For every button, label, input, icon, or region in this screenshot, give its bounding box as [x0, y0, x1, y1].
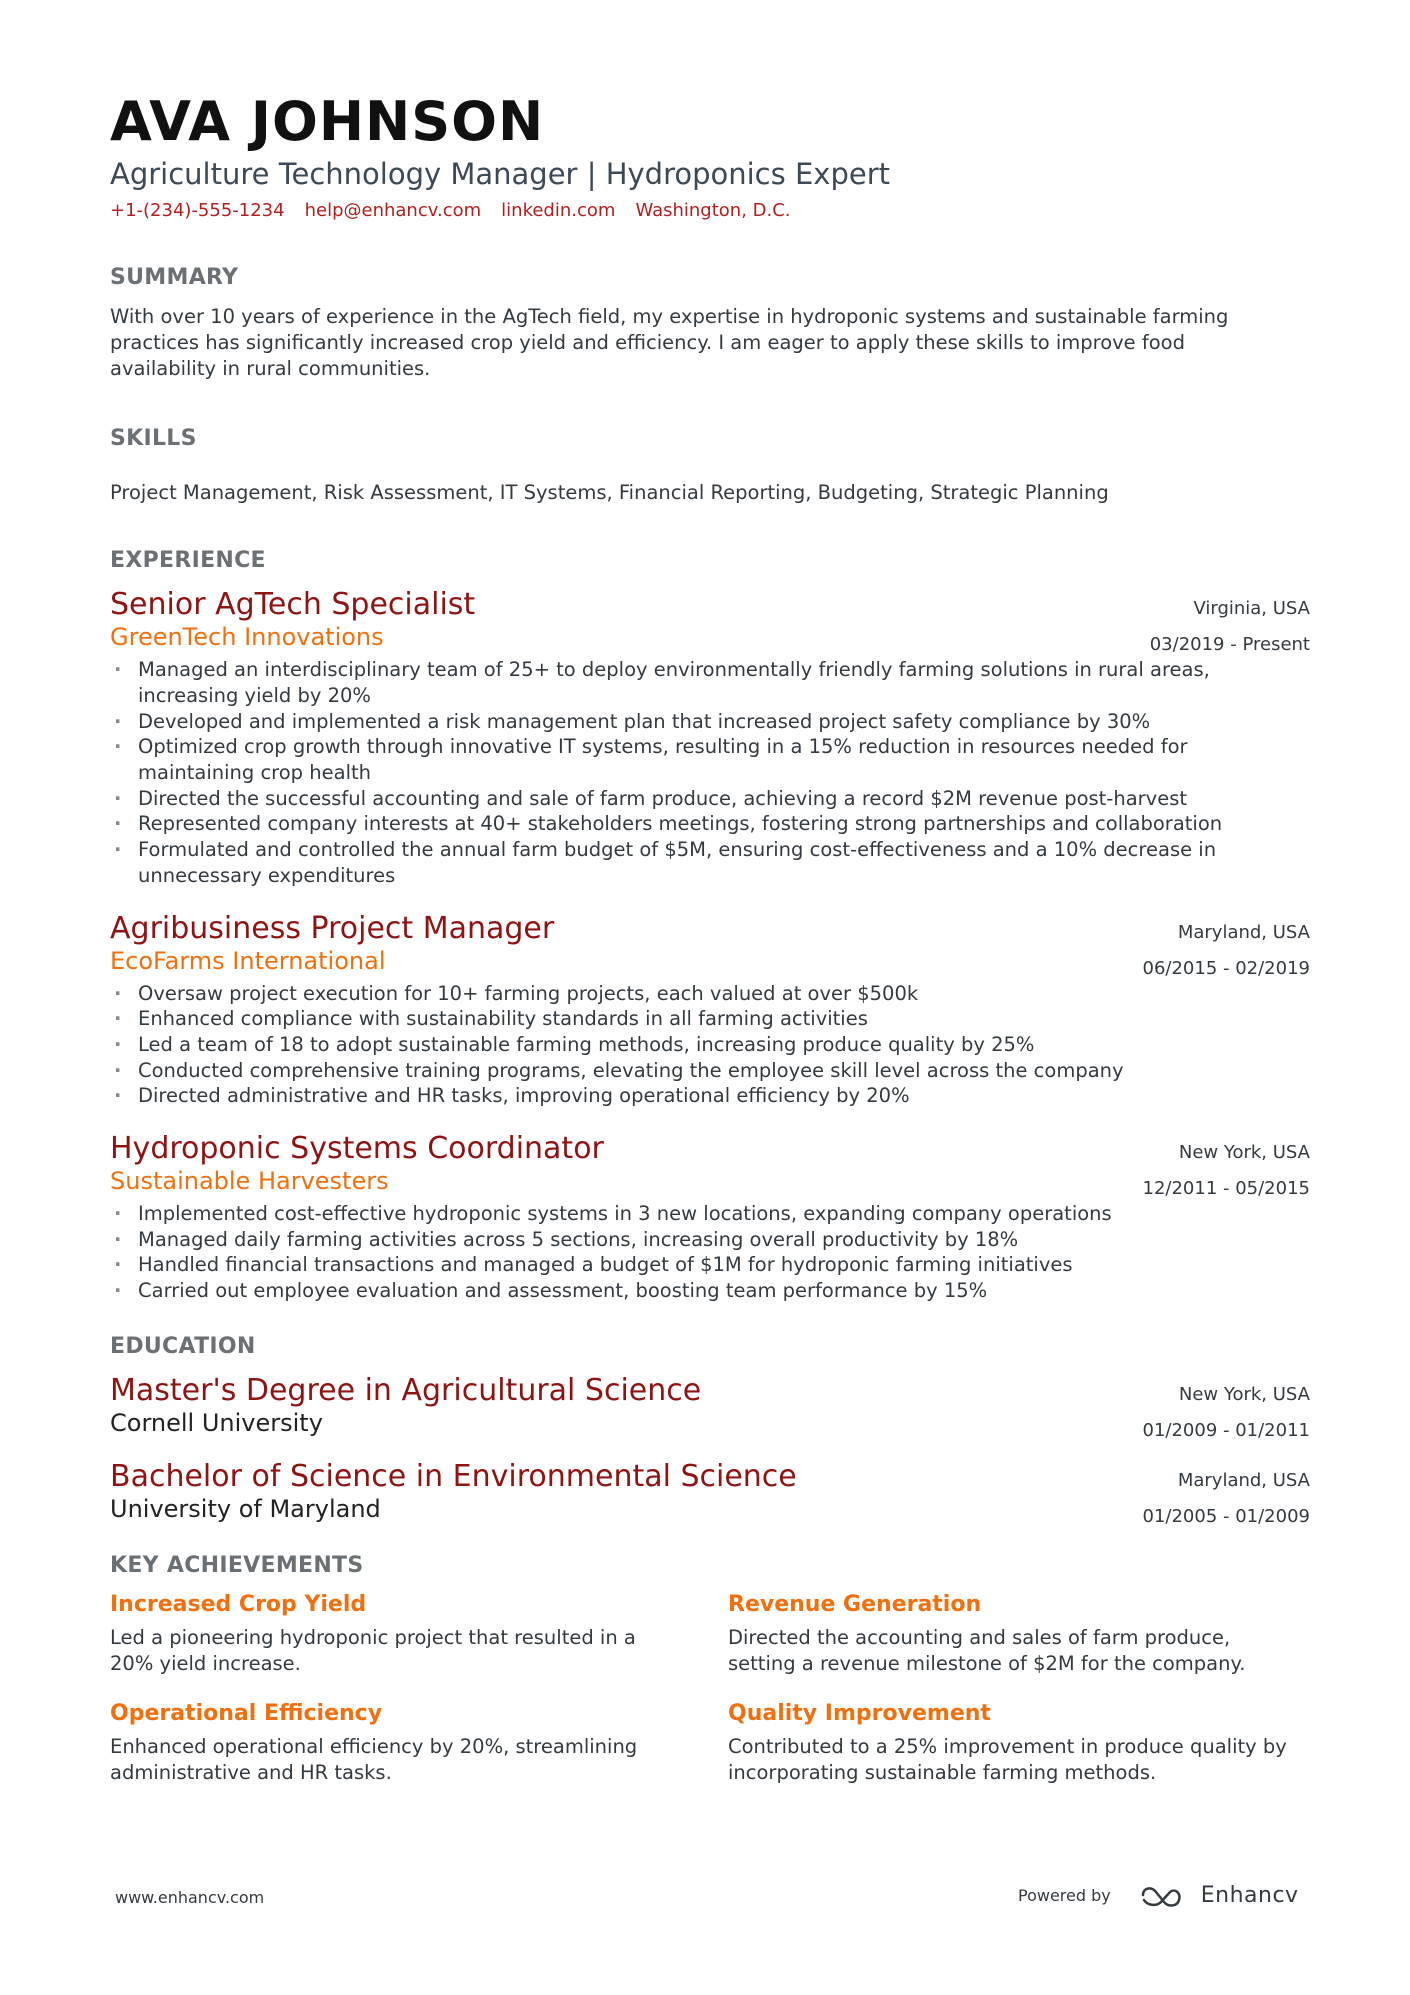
experience-entry — [110, 587, 1310, 888]
resume-page — [110, 92, 1310, 1786]
experience-entry — [110, 1131, 1310, 1304]
job-title: Senior AgTech Specialist — [110, 587, 476, 623]
bullet-item: · Conducted comprehensive training programs, elevating the employee skill level across the company — [110, 1058, 1290, 1084]
job-bullets — [110, 657, 1310, 888]
achievement-title: Increased Crop Yield — [110, 1591, 367, 1617]
bullet-item: · Led a team of 18 to adopt sustainable farming methods, increasing produce quality by 25% — [110, 1032, 1290, 1058]
achievement-desc: Led a pioneering hydroponic project that resulted in a 20% yield increase. — [110, 1625, 636, 1675]
achievement-desc: Enhanced operational efficiency by 20%, streamlining administrative and HR tasks. — [110, 1734, 638, 1784]
summary-text: With over 10 years of experience in the AgTech field, my expertise in hydroponic systems and sustainable farming practices has significantly increased crop yield and efficiency. I am eager to apply these skills to improve food availability in rural communities. — [110, 305, 1229, 381]
bullet-item: · Optimized crop growth through innovative IT systems, resulting in a 15% reduction in resources needed for maintaining crop health — [110, 734, 1290, 785]
company-name: GreenTech Innovations — [110, 623, 384, 652]
bullet-item: · Formulated and controlled the annual farm budget of $5M, ensuring cost-effectiveness and a 10% decrease in unnecessary expenditures — [110, 837, 1290, 888]
bullet-item: · Enhanced compliance with sustainability standards in all farming activities — [110, 1006, 1290, 1032]
school-name: Cornell University — [110, 1408, 323, 1437]
job-dates: 06/2015 - 02/2019 — [1142, 957, 1310, 979]
powered-by-label: Powered by — [1018, 1885, 1111, 1905]
achievement-title: Revenue Generation — [728, 1591, 982, 1617]
skills-text: Project Management, Risk Assessment, IT Systems, Financial Reporting, Budgeting, Strategic Planning — [110, 481, 1109, 505]
enhancv-logo-icon — [1139, 1880, 1189, 1910]
contact-email[interactable]: help@enhancv.com — [304, 200, 482, 222]
contact-linkedin[interactable]: linkedin.com — [501, 200, 616, 222]
job-meta — [1150, 591, 1310, 663]
degree-title: Bachelor of Science in Environmental Science — [110, 1458, 797, 1494]
school-name: University of Maryland — [110, 1494, 381, 1523]
job-location: Maryland, USA — [1177, 921, 1310, 943]
achievement-item — [110, 1592, 728, 1677]
achievement-item — [728, 1701, 1308, 1786]
job-bullets — [110, 1201, 1310, 1304]
education-location: New York, USA — [1178, 1383, 1310, 1405]
bullet-item: · Oversaw project execution for 10+ farming projects, each valued at over $500k — [110, 981, 1290, 1007]
education-meta — [1143, 1377, 1311, 1449]
company-name: EcoFarms International — [110, 946, 386, 975]
education-entry — [110, 1372, 1310, 1441]
education-entry — [110, 1458, 1310, 1527]
degree-title: Master's Degree in Agricultural Science — [110, 1372, 702, 1408]
section-title-education: EDUCATION — [110, 1333, 256, 1359]
resume-header — [110, 92, 1310, 221]
brand-name[interactable]: Enhancv — [1200, 1882, 1299, 1908]
section-title-skills: SKILLS — [110, 426, 197, 452]
summary-section — [110, 265, 1310, 382]
achievement-desc: Contributed to a 25% improvement in produce quality by incorporating sustainable farming methods. — [728, 1734, 1287, 1784]
achievement-desc: Directed the accounting and sales of farm produce, setting a revenue milestone of $2M for the company. — [728, 1625, 1246, 1675]
company-name: Sustainable Harvesters — [110, 1167, 389, 1196]
education-section — [110, 1333, 1310, 1527]
education-dates: 01/2009 - 01/2011 — [1142, 1419, 1310, 1441]
education-meta — [1143, 1463, 1311, 1535]
experience-entry — [110, 911, 1310, 1110]
job-title: Agribusiness Project Manager — [110, 910, 555, 946]
bullet-item: · Developed and implemented a risk management plan that increased project safety compliance by 30% — [110, 709, 1290, 735]
contact-phone[interactable]: +1-(234)-555-1234 — [110, 200, 285, 222]
achievement-title: Operational Efficiency — [110, 1700, 383, 1726]
education-location: Maryland, USA — [1177, 1469, 1310, 1491]
footer-branding — [1018, 1880, 1299, 1910]
education-dates: 01/2005 - 01/2009 — [1142, 1505, 1310, 1527]
experience-section — [110, 548, 1310, 1304]
bullet-item: · Implemented cost-effective hydroponic systems in 3 new locations, expanding company operations — [110, 1201, 1290, 1227]
bullet-item: · Directed administrative and HR tasks, improving operational efficiency by 20% — [110, 1083, 1290, 1109]
achievements-grid — [110, 1592, 1310, 1786]
achievement-item — [728, 1592, 1308, 1677]
job-dates: 03/2019 - Present — [1149, 634, 1310, 656]
section-title-summary: SUMMARY — [110, 265, 239, 291]
bullet-item: · Directed the successful accounting and sale of farm produce, achieving a record $2M revenue post-harvest — [110, 786, 1290, 812]
achievement-item — [110, 1701, 728, 1786]
job-location: Virginia, USA — [1193, 598, 1310, 620]
bullet-item: · Handled financial transactions and managed a budget of $1M for hydroponic farming initiatives — [110, 1252, 1290, 1278]
job-location: New York, USA — [1178, 1142, 1310, 1164]
contact-info — [110, 200, 1310, 221]
job-meta — [1143, 1135, 1311, 1207]
candidate-headline: Agriculture Technology Manager | Hydroponics Expert — [110, 157, 890, 192]
section-title-achievements: KEY ACHIEVEMENTS — [110, 1552, 364, 1578]
section-title-experience: EXPERIENCE — [110, 548, 266, 574]
achievements-section — [110, 1553, 1310, 1786]
job-title: Hydroponic Systems Coordinator — [110, 1131, 604, 1167]
job-meta — [1143, 915, 1311, 987]
footer-website[interactable]: www.enhancv.com — [115, 1888, 265, 1907]
bullet-item: · Carried out employee evaluation and assessment, boosting team performance by 15% — [110, 1278, 1290, 1304]
job-bullets — [110, 981, 1310, 1110]
achievement-title: Quality Improvement — [728, 1700, 991, 1726]
skills-section — [110, 426, 1310, 504]
bullet-item: · Managed daily farming activities across 5 sections, increasing overall productivity by 18% — [110, 1227, 1290, 1253]
candidate-name: AVA JOHNSON — [110, 90, 545, 153]
bullet-item: · Managed an interdisciplinary team of 25+ to deploy environmentally friendly farming solutions in rural areas, increasing yield by 20% — [110, 657, 1290, 708]
job-dates: 12/2011 - 05/2015 — [1142, 1178, 1310, 1200]
contact-location: Washington, D.C. — [635, 200, 791, 222]
bullet-item: · Represented company interests at 40+ stakeholders meetings, fostering strong partnerships and collaboration — [110, 811, 1290, 837]
